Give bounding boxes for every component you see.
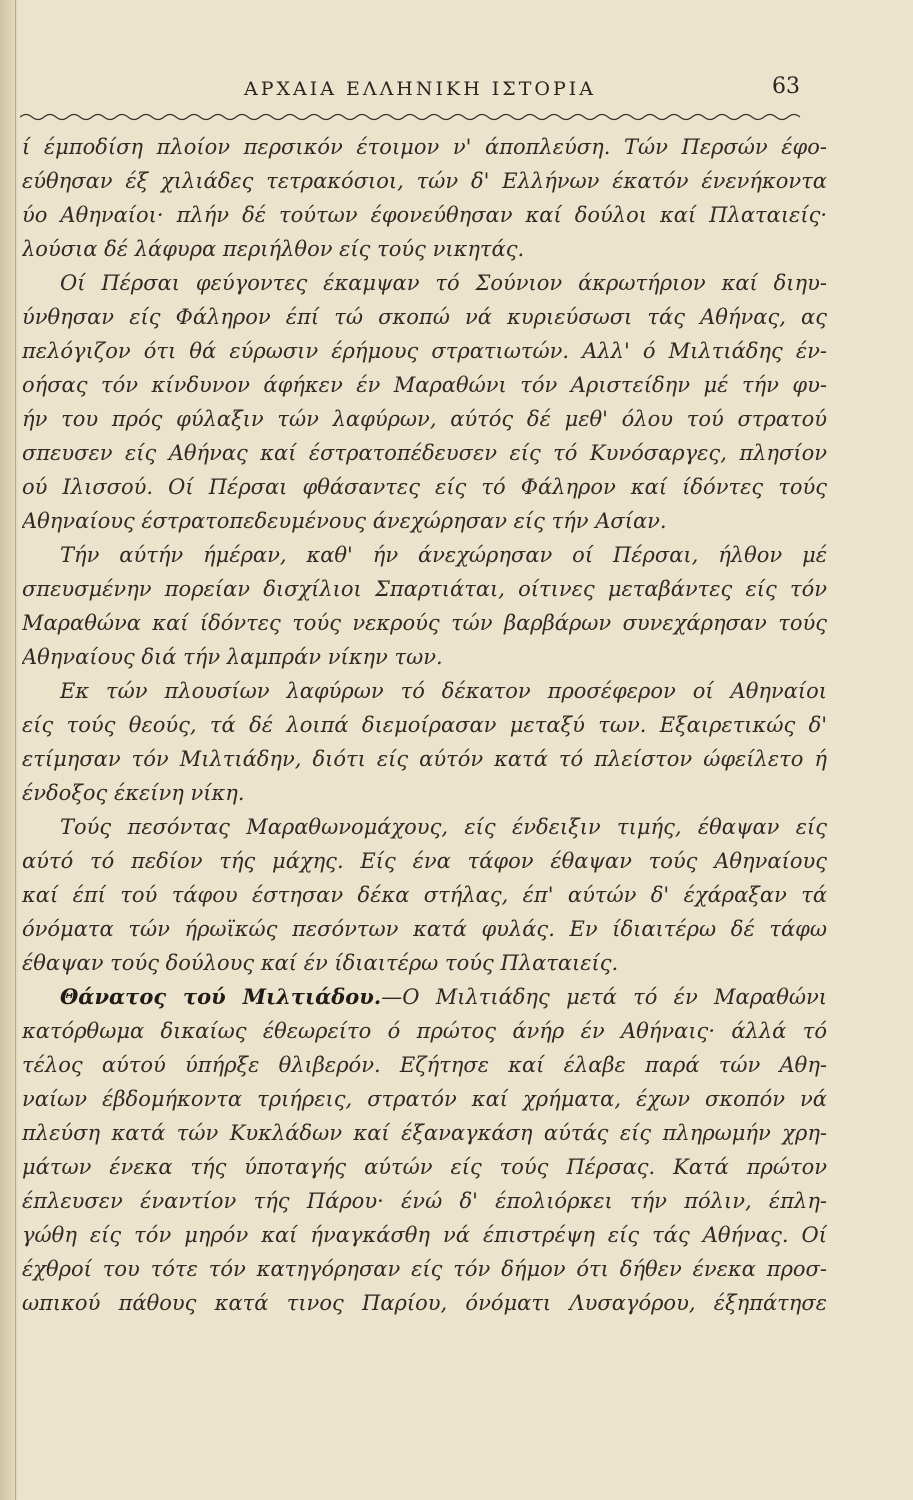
text-line: Τούς πεσόντας Μαραθωνομάχους, είς ένδειξιν τιμής, έθαψαν είς (60, 815, 827, 839)
text-line: ωπικού πάθους κατά τινος Παρίου, όνόματι Λυσαγόρου, έξηπάτησε (22, 1291, 827, 1315)
page-header (20, 74, 880, 114)
text-line: καί έπί τού τάφου έστησαν δέκα στήλας, έπ' αύτών δ' έχάραξαν τά (22, 883, 827, 907)
text-line: έπλευσεν έναντίον τής Πάρου· ένώ δ' έπολιόρκει τήν πόλιν, έπλη- (22, 1189, 827, 1213)
text-line: έχθροί του τότε τόν κατηγόρησαν είς τόν δήμον ότι δήθεν ένεκα προσ- (22, 1257, 827, 1281)
text-line: γώθη είς τόν μηρόν καί ήναγκάσθη νά έπιστρέψη είς τάς Αθήνας. Οί (22, 1223, 827, 1247)
text-line: οήσας τόν κίνδυνον άφήκεν έν Μαραθώνι τόν Αριστείδην μέ τήν φυ- (22, 373, 827, 397)
text-line: σπευσμένην πορείαν δισχίλιοι Σπαρτιάται, οίτινες μεταβάντες είς τόν (22, 577, 827, 601)
text-line: ί έμποδίση πλοίον περσικόν έτοιμον ν' άποπλεύση. Τών Περσών έφο- (22, 135, 827, 159)
section-heading: Θάνατος τού Μιλτιάδου. (60, 984, 382, 1009)
text-line: κατόρθωμα δικαίως έθεωρείτο ό πρώτος άνήρ έν Αθήναις· άλλά τό (22, 1019, 827, 1043)
page-binding-edge (0, 0, 18, 1500)
heading-dash: — (381, 985, 403, 1009)
text-line: ύνθησαν είς Φάληρον έπί τώ σκοπώ νά κυριεύσωσι τάς Αθήνας, ας (22, 305, 827, 329)
text-line: ένδοξος έκείνη νίκη. (22, 781, 245, 805)
text-line: Αθηναίους έστρατοπεδευμένους άνεχώρησαν είς τήν Ασίαν. (22, 509, 667, 533)
text-line: ήν του πρός φύλαξιν τών λαφύρων, αύτός δέ μεθ' όλου τού στρατού (22, 407, 827, 431)
text-line: αύτό τό πεδίον τής μάχης. Είς ένα τάφον έθαψαν τούς Αθηναίους (22, 849, 827, 873)
text-line: ού Ιλισσού. Οί Πέρσαι φθάσαντες είς τό Φάληρον καί ίδόντες τούς (22, 475, 827, 499)
text-line: πλεύση κατά τών Κυκλάδων καί έξαναγκάση αύτάς είς πληρωμήν χρη- (22, 1121, 827, 1145)
text-line: τέλος αύτού ύπήρξε θλιβερόν. Εζήτησε καί έλαβε παρά τών Αθη- (22, 1053, 827, 1077)
text-line: λούσια δέ λάφυρα περιήλθον είς τούς νικητάς. (22, 237, 525, 261)
ornamental-rule (20, 112, 806, 122)
text-line: ύο Αθηναίοι· πλήν δέ τούτων έφονεύθησαν καί δούλοι καί Πλαταιείς· (22, 203, 827, 227)
text-line: είς τούς θεούς, τά δέ λοιπά διεμοίρασαν μεταξύ των. Εξαιρετικώς δ' (22, 713, 827, 737)
section-lead-text: Ο Μιλτιάδης μετά τό έν Μαραθώνι (402, 985, 827, 1009)
section-heading-line (22, 980, 827, 1014)
text-line: εύθησαν έξ χιλιάδες τετρακόσιοι, τών δ' Ελλήνων έκατόν ένενήκοντα (22, 169, 827, 193)
text-line: Τήν αύτήν ήμέραν, καθ' ήν άνεχώρησαν οί Πέρσαι, ήλθον μέ (60, 543, 827, 567)
text-line: ετίμησαν τόν Μιλτιάδην, διότι είς αύτόν κατά τό πλείστον ώφείλετο ή (22, 747, 827, 771)
text-line: σπευσεν είς Αθήνας καί έστρατοπέδευσεν είς τό Κυνόσαργες, πλησίον (22, 441, 827, 465)
page-number: 63 (772, 74, 800, 99)
running-title: ΑΡΧΑΙΑ ΕΛΛΗΝΙΚΗ ΙΣΤΟΡΙΑ (243, 78, 597, 100)
text-line: όνόματα τών ήρωϊκώς πεσόντων κατά φυλάς. Εν ίδιαιτέρω δέ τάφω (22, 917, 827, 941)
text-line: πελόγιζον ότι θά εύρωσιν έρήμους στρατιωτών. Αλλ' ό Μιλτιάδης έν- (22, 339, 827, 363)
text-line: ναίων έβδομήκοντα τριήρεις, στρατόν καί χρήματα, έχων σκοπόν νά (22, 1087, 827, 1111)
text-line: μάτων ένεκα τής ύποταγής αύτών είς τούς Πέρσας. Κατά πρώτον (22, 1155, 827, 1179)
text-line: Αθηναίους διά τήν λαμπράν νίκην των. (22, 645, 443, 669)
text-line: Εκ τών πλουσίων λαφύρων τό δέκατον προσέφερον οί Αθηναίοι (60, 679, 827, 703)
text-line: έθαψαν τούς δούλους καί έν ίδιαιτέρω τούς Πλαταιείς. (22, 951, 619, 975)
text-line: Μαραθώνα καί ίδόντες τούς νεκρούς τών βαρβάρων συνεχάρησαν τούς (22, 611, 827, 635)
body-text (22, 130, 827, 1320)
text-line: Οί Πέρσαι φεύγοντες έκαμψαν τό Σούνιον άκρωτήριον καί διηυ- (60, 271, 827, 295)
